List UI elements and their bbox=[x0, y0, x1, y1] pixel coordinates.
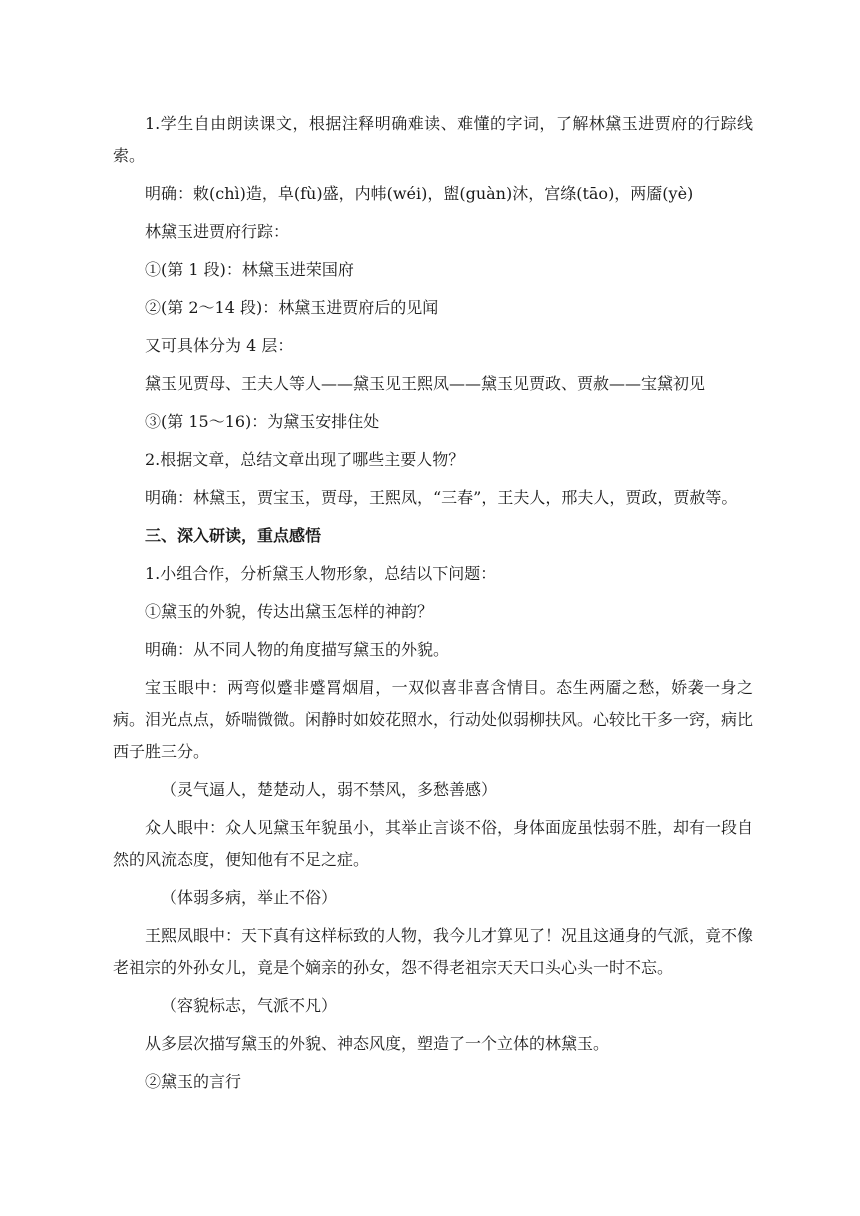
route-layers-note: 又可具体分为 4 层： bbox=[145, 336, 294, 355]
route-part-2: ②(第 2～14 段)：林黛玉进贾府后的见闻 bbox=[145, 298, 439, 317]
appearance-conclusion: 从多层次描写黛玉的外貌、神态风度，塑造了一个立体的林黛玉。 bbox=[145, 1034, 610, 1053]
appearance-answer: 明确：从不同人物的角度描写黛玉的外貌。 bbox=[145, 640, 450, 659]
document-page bbox=[113, 108, 753, 1104]
baoyu-view-summary: （灵气逼人，楚楚动人，弱不禁风，多愁善感） bbox=[161, 780, 498, 799]
section-heading: 三、深入研读，重点感悟 bbox=[145, 526, 322, 545]
baoyu-view: 宝玉眼中：两弯似蹙非蹙罥烟眉，一双似喜非喜含情目。态生两靥之愁，娇袭一身之病。泪光点点，娇喘微微。闲静时如姣花照水，行动处似弱柳扶风。心较比干多一窍，病比西子胜三分。 bbox=[113, 678, 754, 761]
question-appearance: ①黛玉的外貌，传达出黛玉怎样的神韵？ bbox=[145, 602, 434, 621]
characters-answer: 明确：林黛玉，贾宝玉，贾母，王熙凤，“三春”，王夫人，邢夫人，贾政，贾赦等。 bbox=[145, 488, 738, 507]
route-heading: 林黛玉进贾府行踪： bbox=[145, 222, 290, 241]
task-1-paragraph: 1.学生自由朗读课文，根据注释明确难读、难懂的字词，了解林黛玉进贾府的行踪线索。 bbox=[113, 114, 753, 165]
group-task-paragraph: 1.小组合作，分析黛玉人物形象，总结以下问题： bbox=[145, 564, 497, 583]
route-part-3: ③(第 15～16)：为黛玉安排住处 bbox=[145, 412, 380, 431]
task-2-paragraph: 2.根据文章，总结文章出现了哪些主要人物？ bbox=[145, 450, 465, 469]
vocabulary-answer: 明确：敕(chì)造，阜(fù)盛，内帏(wéi)，盥(guàn)沐，宫绦(tāo)，两靥(yè) bbox=[145, 184, 694, 203]
crowd-view: 众人眼中：众人见黛玉年貌虽小，其举止言谈不俗，身体面庞虽怯弱不胜，却有一段自然的风流态度，便知他有不足之症。 bbox=[113, 818, 754, 869]
route-layers: 黛玉见贾母、王夫人等人——黛玉见王熙凤——黛玉见贾政、贾赦——宝黛初见 bbox=[145, 374, 706, 393]
crowd-view-summary: （体弱多病，举止不俗） bbox=[161, 888, 338, 907]
route-part-1: ①(第 1 段)：林黛玉进荣国府 bbox=[145, 260, 354, 279]
question-words-deeds: ②黛玉的言行 bbox=[145, 1072, 242, 1091]
xifeng-view: 王熙凤眼中：天下真有这样标致的人物，我今儿才算见了！况且这通身的气派，竟不像老祖宗的外孙女儿，竟是个嫡亲的孙女，怨不得老祖宗天天口头心头一时不忘。 bbox=[113, 926, 754, 977]
xifeng-view-summary: （容貌标志，气派不凡） bbox=[161, 996, 338, 1015]
